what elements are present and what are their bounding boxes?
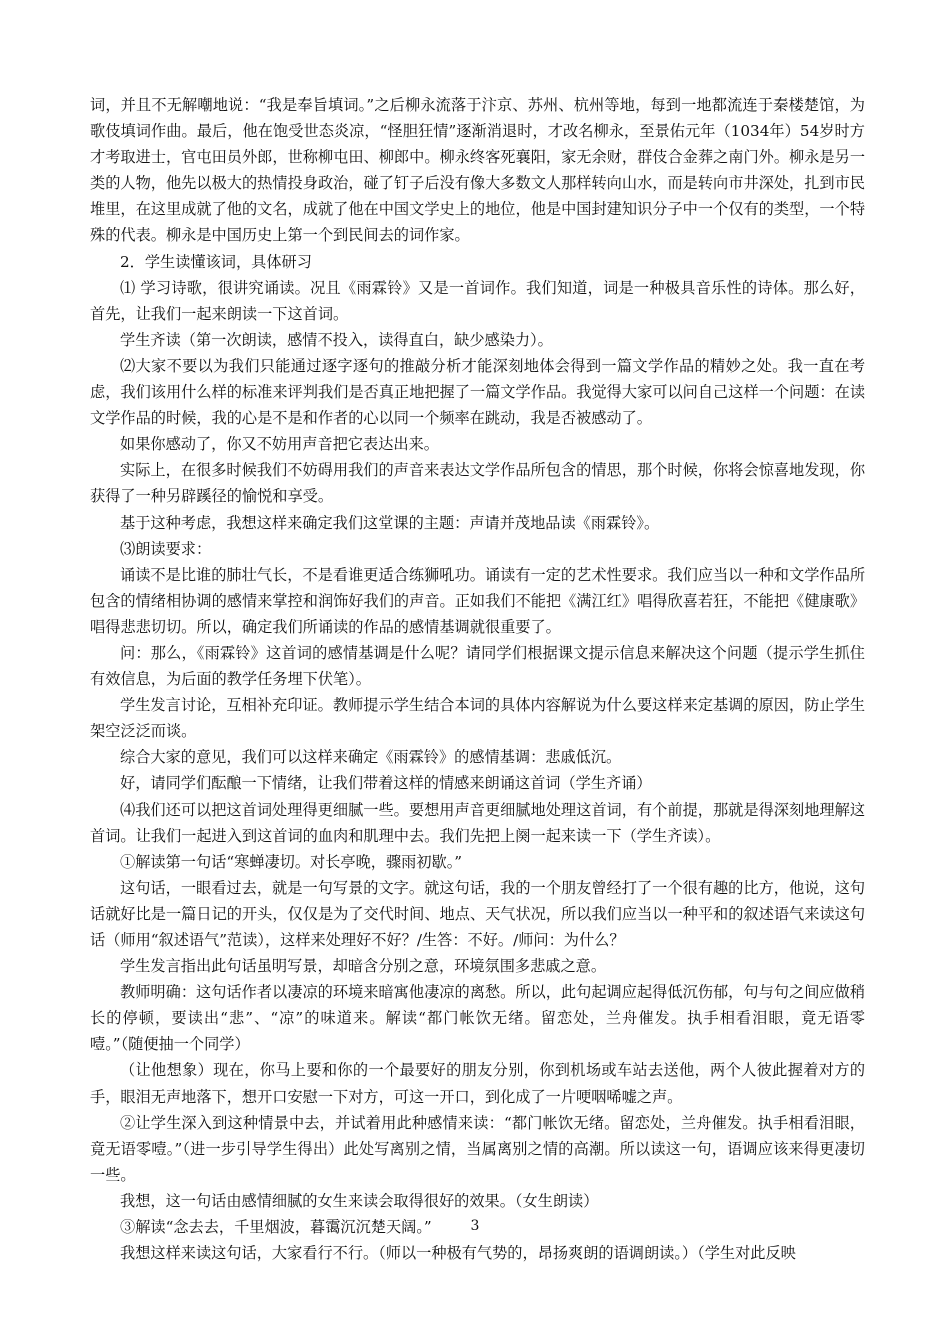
paragraph: 我想这样来读这句话，大家看行不行。（师以一种极有气势的，昂扬爽朗的语调朗读。）（学生对此反映: [120, 1244, 796, 1263]
paragraph: ⑴ 学习诗歌，很讲究诵读。况且《雨霖铃》又是一首词作。我们知道，词是一种极具音乐性的诗体。那么好，首先，让我们一起来朗读一下这首词。: [90, 278, 865, 323]
paragraph: 诵读不是比谁的肺壮气长，不是看谁更适合练狮吼功。诵读有一定的艺术性要求。我们应当以一种和文学作品所包含的情绪相协调的感情来掌控和润饰好我们的声音。正如我们不能把《满江红》唱得欣喜若狂，不能把《健康歌》唱得悲悲切切。所以，确定我们所诵读的作品的感情基调就很重要了。: [90, 565, 865, 636]
paragraph: 实际上，在很多时候我们不妨碍用我们的声音来表达文学作品所包含的情思，那个时候，你将会惊喜地发现，你获得了一种另辟蹊径的愉悦和享受。: [90, 461, 865, 506]
paragraph: 问：那么，《雨霖铃》这首词的感情基调是什么呢？请同学们根据课文提示信息来解决这个问题（提示学生抓住有效信息，为后面的教学任务埋下伏笔）。: [90, 643, 865, 689]
paragraph: ⑵大家不要以为我们只能通过逐字逐句的推敲分析才能深刻地体会得到一篇文学作品的精妙之处。我一直在考虑，我们该用什么样的标准来评判我们是否真正地把握了一篇文学作品。我觉得大家可以问自己这样一个问题：在读文学作品的时候，我的心是不是和作者的心以同一个频率在跳动，我是否被感动了。: [90, 356, 865, 428]
paragraph: 综合大家的意见，我们可以这样来确定《雨霖铃》的感情基调：悲戚低沉。: [120, 748, 622, 767]
section-heading: 2．学生读懂该词，具体研习: [120, 252, 312, 271]
paragraph: 学生发言指出此句话虽明写景，却暗含分别之意，环境氛围多悲戚之意。: [120, 957, 606, 976]
paragraph: 基于这种考虑，我想这样来确定我们这堂课的主题：声请并茂地品读《雨霖铃》。: [120, 513, 660, 532]
paragraph: ②让学生深入到这种情景中去，并试着用此种感情来读：“都门帐饮无绪。留恋处，兰舟催发。执手相看泪眼，竟无语零噎。”（进一步引导学生得出）此处写离别之情，当属离别之情的高潮。所以读这一句，语调应该来得更凄切一些。: [90, 1113, 865, 1184]
paragraph: 好，请同学们酝酿一下情绪，让我们带着这样的情感来朗诵这首词（学生齐诵）: [120, 774, 652, 793]
paragraph: 学生发言讨论，互相补充印证。教师提示学生结合本词的具体内容解说为什么要这样来定基调的原因，防止学生架空泛泛而谈。: [90, 696, 865, 741]
paragraph: 我想，这一句话由感情细腻的女生来读会取得很好的效果。（女生朗读）: [120, 1191, 599, 1210]
paragraph: ⑷我们还可以把这首词处理得更细腻一些。要想用声音更细腻地处理这首词，有个前提，那就是得深刻地理解这首词。让我们一起进入到这首词的血肉和肌理中去。我们先把上阕一起来读一下（学生齐读）。: [90, 800, 865, 845]
paragraph: 词，并且不无解嘲地说：“我是奉旨填词。”之后柳永流落于汴京、苏州、杭州等地，每到一地都流连于秦楼楚馆，为歌伎填词作曲。最后，他在饱受世态炎凉，“怪胆狂情”逐渐消退时，才改名柳永，至景佑元年（1034年）54岁时方才考取进士，官屯田员外郎，世称柳屯田、柳郎中。柳永终客死襄阳，家无余财，群伎合金葬之南门外。柳永是另一类的人物，他先以极大的热情投身政治，碰了钉子后没有像大多数文人那样转向山水，而是转向市井深处，扎到市民堆里，在这里成就了他的文名，成就了他在中国文学史上的地位，他是中国封建知识分子中一个仅有的类型，一个特殊的代表。柳永是中国历史上第一个到民间去的词作家。: [90, 96, 865, 245]
document-body: [90, 92, 865, 1266]
paragraph: 如果你感动了，你又不妨用声音把它表达出来。: [120, 435, 439, 454]
paragraph: 这句话，一眼看过去，就是一句写景的文字。就这句话，我的一个朋友曾经打了一个很有趣的比方，他说，这句话就好比是一篇日记的开头，仅仅是为了交代时间、地点、天气状况，所以我们应当以一种平和的叙述语气来读这句话（师用“叙述语气”范读），这样来处理好不好？/生答：不好。/师问：为什么？: [90, 878, 865, 949]
paragraph: （让他想象）现在，你马上要和你的一个最要好的朋友分别，你到机场或车站去送他，两个人彼此握着对方的手，眼泪无声地落下，想开口安慰一下对方，可这一开口，到化成了一片哽咽唏嘘之声。: [90, 1061, 865, 1106]
paragraph: ⑶朗读要求：: [120, 539, 212, 558]
paragraph: 教师明确：这句话作者以凄凉的环境来暗寓他凄凉的离愁。所以，此句起调应起得低沉伤郁，句与句之间应做稍长的停顿，要读出“悲”、“凉”的味道来。解读“都门帐饮无绪。留恋处，兰舟催发。执手相看泪眼，竟无语零噎。”（随便抽一个同学）: [90, 983, 865, 1054]
paragraph: ①解读第一句话“寒蝉凄切。对长亭晚，骤雨初歇。”: [120, 852, 463, 871]
page-number: 3: [470, 1218, 480, 1234]
paragraph: ③解读“念去去，千里烟波，暮霭沉沉楚天阔。”: [120, 1218, 432, 1237]
paragraph: 学生齐读（第一次朗读，感情不投入，读得直白，缺少感染力）。: [120, 330, 553, 349]
